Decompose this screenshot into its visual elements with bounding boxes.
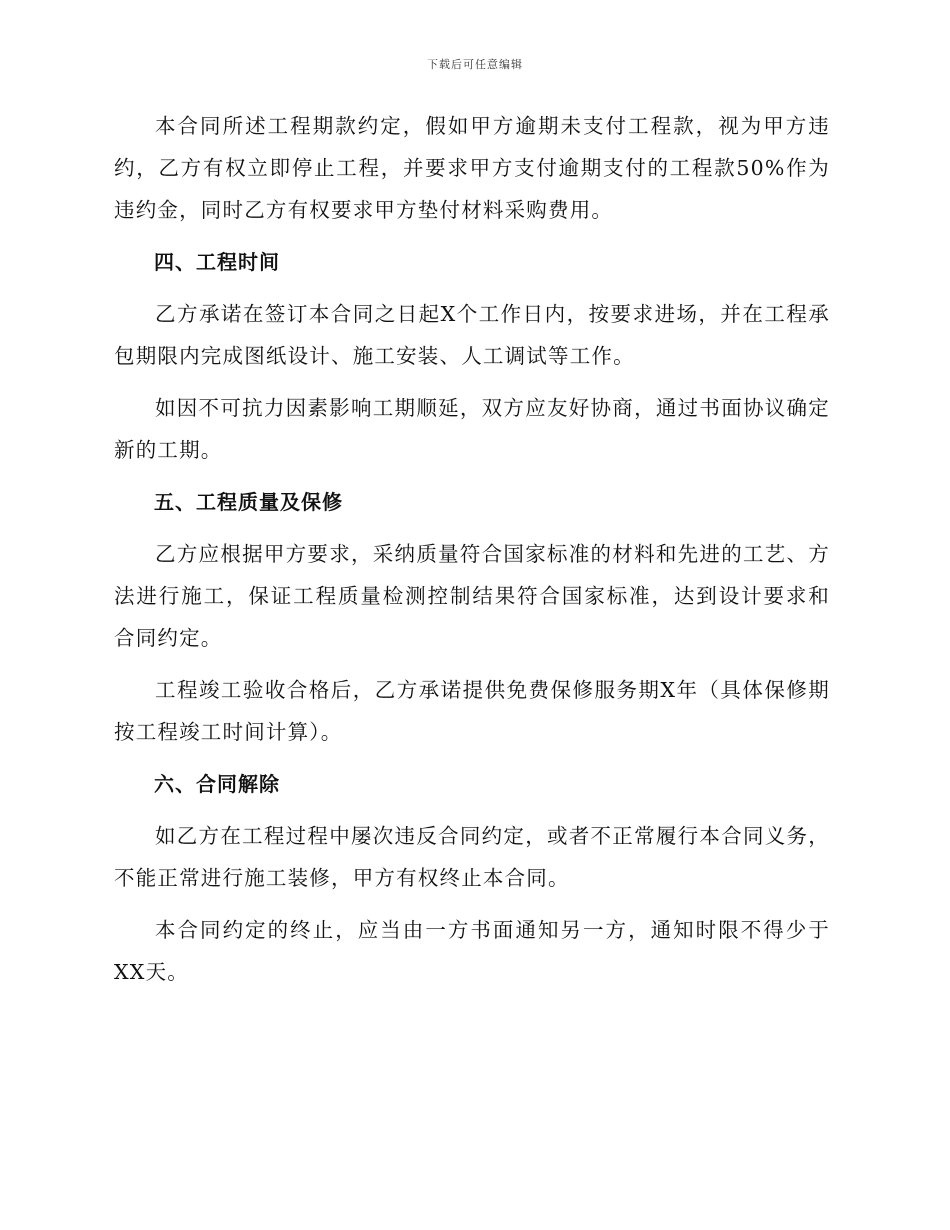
paragraph-termination-right: 如乙方在工程过程中屡次违反合同约定，或者不正常履行本合同义务，不能正常进行施工装修，甲方有权终止本合同。 [114, 824, 830, 890]
header-note: 下载后可任意编辑 [427, 58, 523, 71]
paragraph-termination-notice: 本合同约定的终止，应当由一方书面通知另一方，通知时限不得少于XX天。 [114, 918, 830, 984]
section-heading-termination: 六、合同解除 [154, 772, 280, 796]
paragraph-quality-standards: 乙方应根据甲方要求，采纳质量符合国家标准的材料和先进的工艺、方法进行施工，保证工程质量检测控制结果符合国家标准，达到设计要求和合同约定。 [114, 542, 830, 650]
section-heading-quality-warranty: 五、工程质量及保修 [154, 490, 343, 514]
document-body [114, 105, 830, 1003]
paragraph-payment-terms: 本合同所述工程期款约定，假如甲方逾期未支付工程款，视为甲方违约，乙方有权立即停止工程，并要求甲方支付逾期支付的工程款50%作为违约金，同时乙方有权要求甲方垫付材料采购费用。 [114, 114, 830, 222]
paragraph-warranty-period: 工程竣工验收合格后，乙方承诺提供免费保修服务期X年（具体保修期按工程竣工时间计算）。 [114, 678, 830, 744]
paragraph-schedule-commitment: 乙方承诺在签订本合同之日起X个工作日内，按要求进场，并在工程承包期限内完成图纸设计、施工安装、人工调试等工作。 [114, 302, 830, 368]
paragraph-force-majeure: 如因不可抗力因素影响工期顺延，双方应友好协商，通过书面协议确定新的工期。 [114, 396, 830, 462]
section-heading-schedule: 四、工程时间 [154, 250, 280, 274]
